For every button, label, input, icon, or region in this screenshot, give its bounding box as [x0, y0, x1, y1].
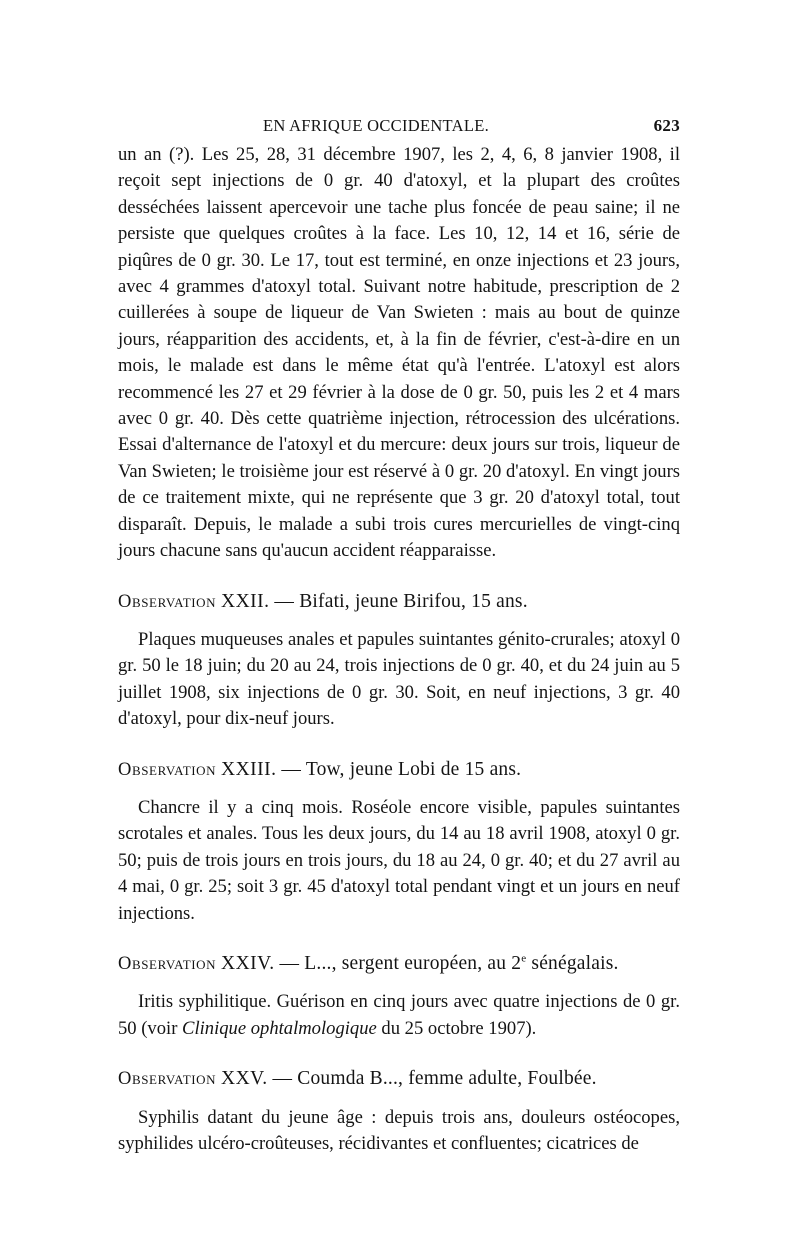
observation-heading-xxii — [118, 589, 680, 615]
observation-label: Observation — [118, 953, 217, 974]
observation-body-xxiv — [118, 989, 680, 1042]
observation-number: XXIV. — [221, 952, 275, 974]
page-number: 623 — [653, 116, 680, 135]
observation-heading-xxv — [118, 1066, 680, 1092]
observation-number: XXV. — [221, 1068, 268, 1090]
journal-title: Clinique ophtalmologique — [182, 1017, 377, 1039]
observation-label: Observation — [118, 759, 217, 780]
observation-subject: — Coumda B..., femme adulte, Foulbée. — [272, 1068, 597, 1090]
observation-subject: — Bifati, jeune Birifou, 15 ans. — [274, 590, 528, 612]
running-header — [118, 112, 680, 142]
subject-text-end: sénégalais. — [526, 952, 619, 974]
observation-subject: — Tow, jeune Lobi de 15 ans. — [281, 758, 522, 780]
observation-number: XXII. — [221, 590, 270, 612]
running-title: EN AFRIQUE OCCIDENTALE. — [262, 116, 490, 135]
body-text-end: du 25 octobre 1907). — [376, 1017, 537, 1039]
observation-number: XXIII. — [221, 758, 277, 780]
continuation-paragraph: un an (?). Les 25, 28, 31 décembre 1907, les 2, 4, 6, 8 janvier 1908, il reçoit sept injections de 0 gr. 40 d'atoxyl, et la plupart des croûtes desséchées laissent apercevoir une tache plus foncée de peau saine; il ne persiste que quelques croûtes à la face. Les 10, 12, 14 et 16, série de piqûres de 0 gr. 30. Le 17, tout est terminé, en onze injections et 23 jours, avec 4 grammes d'atoxyl total. Suivant notre habitude, prescription de 2 cuillerées à soupe de liqueur de Van Swieten : mais au bout de quinze jours, réapparition des accidents, et, à la fin de février, c'est-à-dire en un mois, le malade est dans le même état qu'à l'entrée. L'atoxyl est alors recommencé les 27 et 29 février à la dose de 0 gr. 50, puis les 2 et 4 mars avec 0 gr. 40. Dès cette quatrième injection, rétrocession des ulcérations. Essai d'alternance de l'atoxyl et du mercure: deux jours sur trois, liqueur de Van Swieten; le troisième jour est réservé à 0 gr. 20 d'atoxyl. En vingt jours de ce traitement mixte, qui ne représente que 3 gr. 20 d'atoxyl total, tout disparaît. Depuis, le malade a subi trois cures mercurielles de vingt-cinq jours chacune sans qu'aucun accident réapparaisse. — [118, 144, 680, 562]
observation-heading-xxiv — [118, 951, 680, 977]
subject-text: — L..., sergent européen, au 2 — [279, 952, 522, 974]
observation-label: Observation — [118, 591, 217, 612]
observation-label: Observation — [118, 1069, 217, 1090]
observation-body-xxiii: Chancre il y a cinq mois. Roséole encore visible, papules suintantes scrotales et anales. Tous les deux jours, du 14 au 18 avril 1908, atoxyl 0 gr. 50; puis de trois jours en trois jours, du 18 au 24, 0 gr. 40; et du 27 avril au 4 mai, 0 gr. 25; soit 3 gr. 45 d'atoxyl total pendant vingt et un jours en neuf injections. — [118, 796, 680, 924]
observation-subject — [280, 953, 619, 974]
book-page — [118, 112, 680, 1157]
observation-body-xxii: Plaques muqueuses anales et papules suintantes génito-crurales; atoxyl 0 gr. 50 le 18 juin; du 20 au 24, trois injections de 0 gr. 40, et du 24 juin au 5 juillet 1908, six injections de 0 gr. 30. Soit, en neuf injections, 3 gr. 40 d'atoxyl, pour dix-neuf jours. — [118, 628, 680, 730]
ordinal-superscript: e — [521, 952, 527, 965]
observation-body-xxv: Syphilis datant du jeune âge : depuis trois ans, douleurs ostéocopes, syphilides ulcéro-croûteuses, récidivantes et confluentes; cicatrices de — [118, 1106, 680, 1154]
observation-heading-xxiii — [118, 757, 680, 783]
body-text: Iritis syphilitique. Guérison en cinq jours avec quatre injections de 0 gr. 50 (voir — [118, 991, 680, 1039]
